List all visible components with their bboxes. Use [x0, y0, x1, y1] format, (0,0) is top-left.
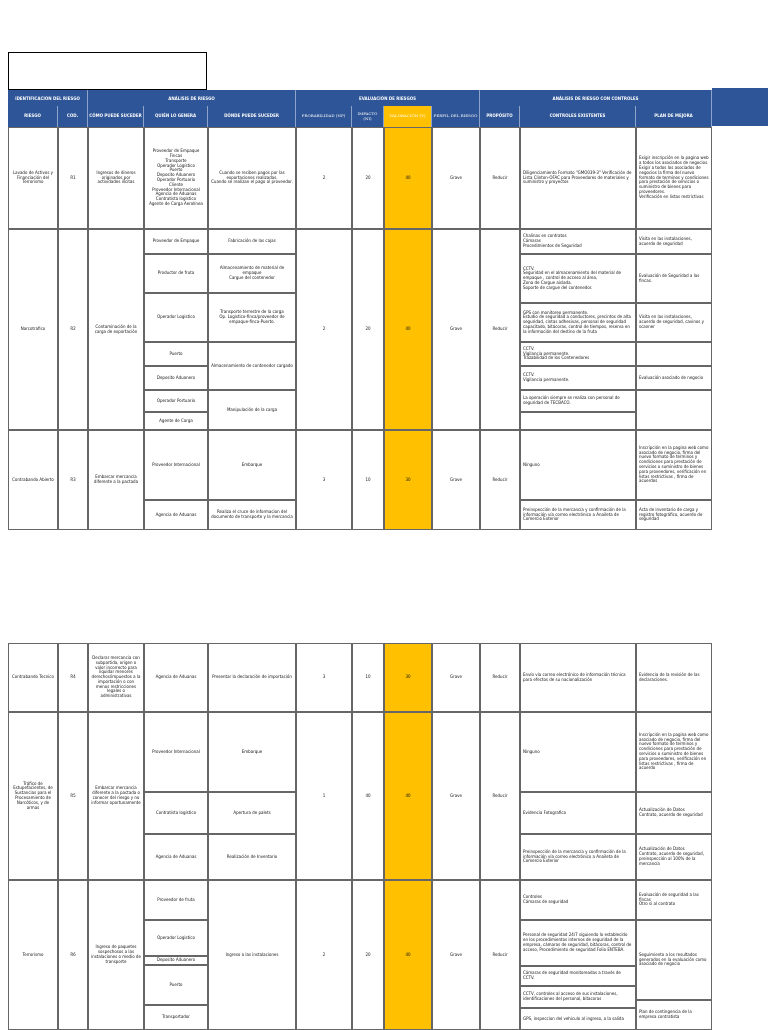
r3-plan-2: Acta de inventario de carga y registro fotográfico, acuerdo de seguridad	[636, 500, 712, 530]
r6-cod: R6	[58, 880, 88, 1030]
r4-cod: R4	[58, 643, 88, 712]
r2-plan-3: Visita en las instalaciones, acuerdo de seguridad, cavinos y scanner	[636, 303, 712, 342]
r6-controles-4: CCTV, controles al acceso de sus instalaciones, identificaciones del personal, bitacoras	[520, 986, 636, 1008]
r3-riesgo: Contrabando Abierto	[8, 430, 58, 530]
r5-imp: 40	[352, 712, 384, 880]
r2-plan-5: Evaluación asociado de negocio	[636, 366, 712, 390]
r3-imp: 10	[352, 430, 384, 530]
r6-perfil: Grave	[432, 880, 480, 1030]
col-quien: QUIÉN LO GENERA	[144, 106, 208, 127]
col-plan: PLAN DE MEJORA	[636, 106, 712, 127]
r2-controles-5: CCTV. Vigilancia permanente.	[520, 366, 636, 390]
r6-proposito: Reducir	[480, 880, 520, 1030]
r2-quien-6: Operador Portuario	[144, 390, 208, 412]
r1-imp: 20	[352, 127, 384, 229]
group-header-evaluacion: EVALUACIÓN DE RIESGOS	[296, 90, 480, 106]
r3-perfil: Grave	[432, 430, 480, 530]
r6-quien-3: Deposito Aduanero	[144, 956, 208, 965]
r2-quien-3: Operador Logistico	[144, 293, 208, 342]
r2-proposito: Reducir	[480, 229, 520, 430]
r3-cod: R3	[58, 430, 88, 530]
r6-controles-5: GPS, inspeccion del vehiculo al ingreso, a la salida	[520, 1008, 636, 1030]
r3-como: Embarcar mercancía diferente a la pactada	[88, 430, 144, 530]
r2-donde-3: Transporte terrestre de la carga Op. Logistico-finca/proveedor de empaque-finca-Puerto.	[208, 293, 296, 342]
r5-plan-2: Actualización de Datos Contrato, acuerdo de seguridad	[636, 792, 712, 834]
r3-plan-1: Inscripción en la pagina web como asociado de negocio, firma del nuevo formato de terminos y condiciones para prestación de servicios o suministro de bienes para proveedores, verificación en listas restrictivas , firma de acuerdos	[636, 430, 712, 500]
col-como: CÓMO PUEDE SUCEDER	[88, 106, 144, 127]
r3-controles-1: Ninguno	[520, 430, 636, 500]
r2-plan-4	[636, 342, 712, 366]
r5-quien-2: Contratista logístico	[144, 792, 208, 834]
r4-como: Declarar mercancia con subpartida, origen o valor incorrecto para liquidar menores derechos/impuestos a la importación o con menos restricciones legales o administrativas	[88, 643, 144, 712]
r1-perfil: Grave	[432, 127, 480, 229]
r5-perfil: Grave	[432, 712, 480, 880]
r2-controles-7	[520, 412, 636, 430]
group-header-analisis: ANÁLISIS DE RIESGO	[88, 90, 296, 106]
r6-quien-1: Proveedor de fruta	[144, 880, 208, 920]
r2-val: 40	[384, 229, 432, 430]
r5-plan-1: Inscripción en la pagina web como asociado de negocio, firma del nuevo formato de terminos y condiciones para prestación de servicios o suministro de bienes para proveedores, verificación en listas restrictivas , firma de acuerdo	[636, 712, 712, 792]
r2-riesgo: Narcotrafico	[8, 229, 58, 430]
r5-prob: 1	[296, 712, 352, 880]
r1-cod: R1	[58, 127, 88, 229]
r5-quien-3: Agencia de Aduanas	[144, 834, 208, 880]
r6-como: Ingreso de paquetes sospechosos a las instalaciones o medio de transporte	[88, 880, 144, 1030]
r2-quien-5: Deposito Aduanero	[144, 366, 208, 390]
r6-riesgo: Terrorismo	[8, 880, 58, 1030]
r3-proposito: Reducir	[480, 430, 520, 530]
r6-val: 40	[384, 880, 432, 1030]
r6-quien-2: Operador Logistico	[144, 920, 208, 956]
r2-imp: 20	[352, 229, 384, 430]
r5-proposito: Reducir	[480, 712, 520, 880]
r3-val: 30	[384, 430, 432, 530]
r5-controles-3: Preinspección de la mercancía y confirmación de la información vía correo electrónico a Anaileta de Comercio Exterior	[520, 834, 636, 880]
r6-plan-2: Seguimiento a los resultados generados en la evaluación como asociado de negocio	[636, 920, 712, 1000]
r2-controles-1: Chalinas en contratos Cámaras Procedimientos de Seguridad	[520, 229, 636, 254]
r5-como: Embarcar mercancia diferente a la pactada o conocer del riesgo y no informar oportunamente	[88, 712, 144, 880]
col-probabilidad: PROBABILIDAD (NP)	[296, 106, 352, 127]
r2-cod: R2	[58, 229, 88, 430]
r5-quien-1: Proveedor Internacional	[144, 712, 208, 792]
r2-como: Contaminación de la carga de exportación	[88, 229, 144, 430]
r1-controles: Diligenciamiento Formato "GMO039-3" Verificación de Lista Clinton-OFAC para Proveedores de materiales y suministro y proyectos	[520, 127, 636, 229]
group-header-controles: ANÁLISIS DE RIESGO CON CONTROLES	[480, 90, 712, 106]
r6-controles-3: Cámaras de seguridad monitoreadas a través de CCTV.	[520, 966, 636, 986]
r6-quien-5: Transportador	[144, 1005, 208, 1030]
r4-val: 30	[384, 643, 432, 712]
r5-cod: R5	[58, 712, 88, 880]
r2-quien-2: Productor de fruta	[144, 254, 208, 293]
r6-plan-3: Plan de contingencia de la empresa contratista	[636, 1000, 712, 1030]
r5-riesgo: Tráfico de Estupefacientes, de Sustancias para el Procesamiento de Narcóticos, y de armas	[8, 712, 58, 880]
r2-controles-6: La operación siempre se realiza con personal de seguridad de TECBACO.	[520, 390, 636, 412]
group-header-identificacion: IDENTIFICACION DEL RIESGO	[8, 90, 88, 106]
r4-prob: 3	[296, 643, 352, 712]
header-extension	[712, 88, 768, 126]
r4-perfil: Grave	[432, 643, 480, 712]
r2-plan-6	[636, 390, 712, 430]
r2-plan-1: Visita en las instalaciones, acuerdo de seguridad	[636, 229, 712, 254]
r4-donde: Presentar la declaración de importación	[208, 643, 296, 712]
r1-val: 40	[384, 127, 432, 229]
r3-donde-1: Embarque	[208, 430, 296, 500]
r2-controles-2: CCTV. Seguridad en el almacenamiento del material de empaque , control de acceso al área, Zona de Cargue aislada. Soporte de cargue del contenedor.	[520, 254, 636, 303]
r3-controles-2: Preinspección de la mercancía y confirmación de la información vía correo electrónico a Anaileta de Comercio Exterior	[520, 500, 636, 530]
r3-quien-1: Proveedor Internacional	[144, 430, 208, 500]
r3-quien-2: Agencia de Aduanas	[144, 500, 208, 530]
col-donde: DÓNDE PUEDE SUCEDER	[208, 106, 296, 127]
col-proposito: PROPÓSITO	[480, 106, 520, 127]
r2-quien-4: Puerto	[144, 342, 208, 366]
r6-plan-1: Evaluación de seguridad a las fincas Otro si al contrato	[636, 880, 712, 920]
col-cod: COD.	[58, 106, 88, 127]
r4-controles: Envío vía correo electrónico de información técnica para efectos de su nacionalización	[520, 643, 636, 712]
col-perfil: PERFIL DEL RIESGO	[432, 106, 480, 127]
r2-donde-5: Manipulación de la carga	[208, 390, 296, 430]
r2-quien-7: Agente de Carga	[144, 412, 208, 430]
col-valoracion: VALORACIÓN (V)	[384, 106, 432, 127]
r6-controles-2: Personal de seguridad 24/7 siguiendo lo establecido en los procedimientos internos de seguridad de la empresa, cámaras de seguridad, bitácoras, control de acceso, Procedimiento de seguridad Folio ENTEBA.	[520, 920, 636, 966]
r3-prob: 3	[296, 430, 352, 530]
r4-quien: Agencia de Aduanas	[144, 643, 208, 712]
r6-prob: 2	[296, 880, 352, 1030]
r5-donde-3: Realización de Inventario	[208, 834, 296, 880]
logo-box	[8, 52, 207, 90]
r2-controles-4: CCTV. Vigilancia permanente. Trazabilidad de los Contenedores	[520, 342, 636, 366]
r4-proposito: Reducir	[480, 643, 520, 712]
r5-controles-2: Evidencia Fotografica	[520, 792, 636, 834]
r4-imp: 10	[352, 643, 384, 712]
r1-quien: Proveedor de Empaque Fincas Transporte Operador Logístico Puerto Deposito Aduanero Operador Portuario Cliente Proveedor Internacional Agencia de Aduanas Contratista logístico Agente de Carga Aerolínea	[144, 127, 208, 229]
col-impacto: IMPACTO (NI)	[352, 106, 384, 127]
r5-donde-2: Apertura de palets	[208, 792, 296, 834]
r1-plan: Exigir inscripción en la pagina web a todos los asociados de negocios. Exigir a todos los asociados de negocios la firma del nuevo formato de terminos y condiciones para prestación de servicios o suministro de bienes para proveedores. Verificación en listas restrictivas	[636, 127, 712, 229]
r2-quien-1: Proveedor de Empaque	[144, 229, 208, 254]
r1-prob: 2	[296, 127, 352, 229]
r5-val: 40	[384, 712, 432, 880]
col-controles: CONTROLES EXISTENTES	[520, 106, 636, 127]
r6-controles-1: Controles Cámaras de seguridad	[520, 880, 636, 920]
r2-controles-3: GPS con monitoreo permanente. Estudio de seguridad a conductores, precintos de alta seguridad, cintas adhesivas, personal de seguridad capacitado, bitácoras, control de tiempos, reserva en la información del destino de la fruta	[520, 303, 636, 342]
r2-prob: 2	[296, 229, 352, 430]
r1-donde: Cuando se reciben pagos por las exportaciones realizadas. Cuando se realizan el pago al proveedor.	[208, 127, 296, 229]
r3-donde-2: Realiza el cruce de informacion del documento de transporte y la mercancia	[208, 500, 296, 530]
col-riesgo: RIESGO	[8, 106, 58, 127]
r6-donde: Ingreso a las instalaciones	[208, 880, 296, 1030]
r2-plan-2: Evaluación de Seguridad a las fincas.	[636, 254, 712, 303]
r2-donde-4: Almacenamiento de contenedor cargado	[208, 342, 296, 390]
r4-riesgo: Contrabando Tecnico	[8, 643, 58, 712]
r2-perfil: Grave	[432, 229, 480, 430]
r2-donde-1: Fabricación de las cajas	[208, 229, 296, 254]
r5-donde-1: Embarque	[208, 712, 296, 792]
r1-riesgo: Lavado de Activos y Financiación del Terrorismo	[8, 127, 58, 229]
r4-plan: Evidencia de la revisión de las declaraciones.	[636, 643, 712, 712]
r6-quien-4: Puerto	[144, 965, 208, 1005]
r1-como: Ingresos de dineros originados por actividades ilícitas	[88, 127, 144, 229]
r1-proposito: Reducir	[480, 127, 520, 229]
r5-plan-3: Actualización de Datos Contrato, acuerdo de seguridad, preinspección al 100% de la mercancía	[636, 834, 712, 880]
r6-imp: 20	[352, 880, 384, 1030]
r5-controles-1: Ninguno	[520, 712, 636, 792]
r2-donde-2: Almacenamiento de material de empaque Cargue del contenedor	[208, 254, 296, 293]
